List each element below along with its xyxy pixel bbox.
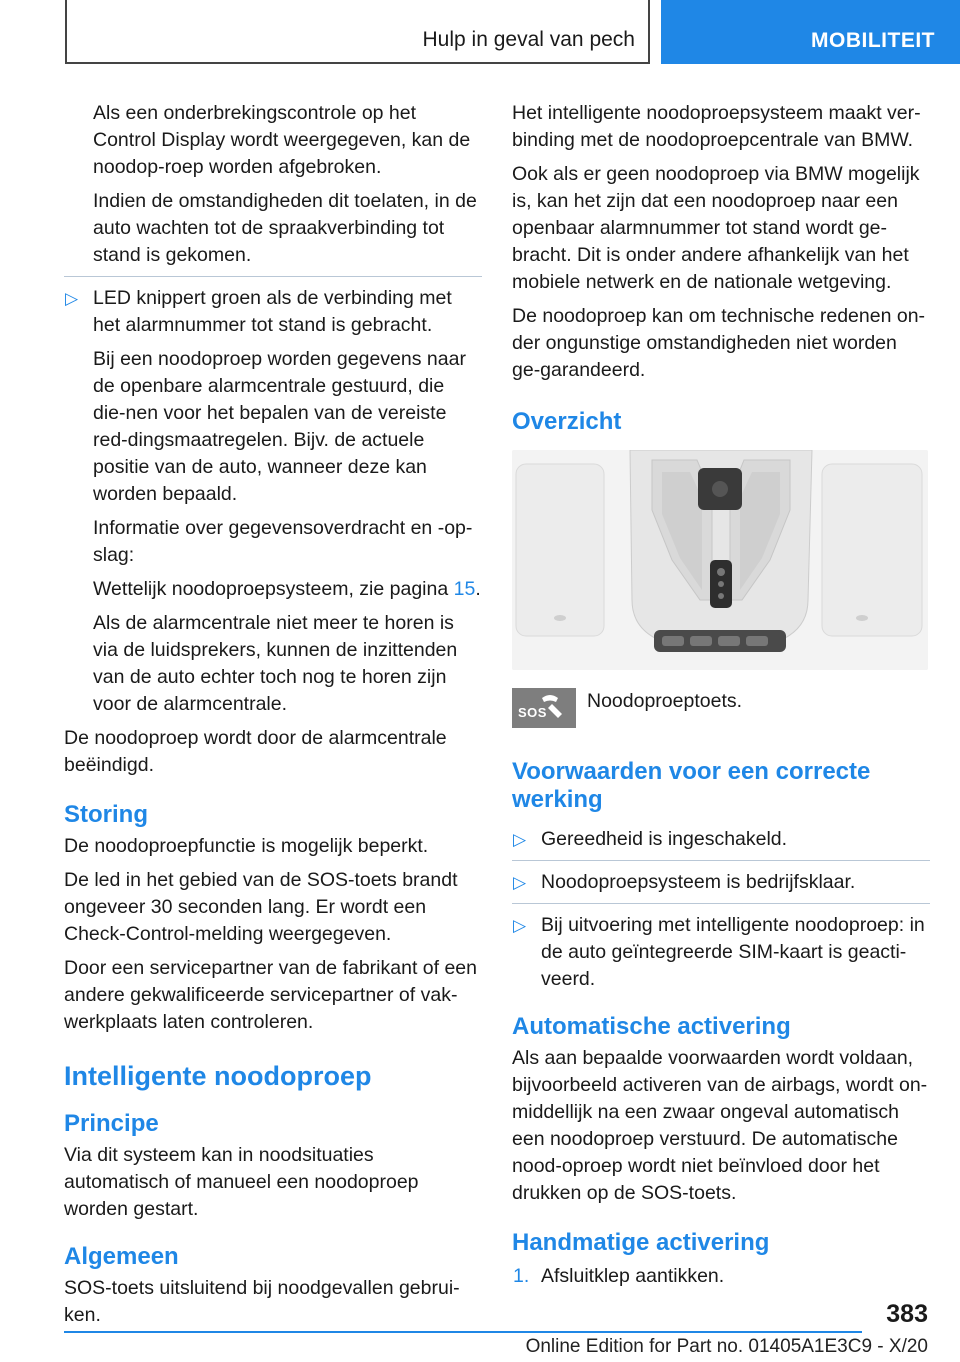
overhead-console-photo xyxy=(512,450,928,670)
list-item xyxy=(64,276,482,339)
heading-principe: Principe xyxy=(64,1110,159,1137)
bullet-triangle-icon: ▷ xyxy=(513,830,527,849)
left-column xyxy=(64,100,482,1336)
chapter-tab-label: MOBILITEIT xyxy=(811,29,935,52)
list-item-text: Noodoproepsysteem is bedrijfsklaar. xyxy=(541,871,856,893)
list-item xyxy=(512,860,930,896)
paragraph: Het intelligente noodoproepsysteem maakt ver-binding met de noodoproepcentrale van BMW. xyxy=(512,102,921,151)
heading-storing: Storing xyxy=(64,801,148,828)
sos-label: SOS xyxy=(518,705,547,720)
bullet-triangle-icon: ▷ xyxy=(65,289,79,308)
bullet-triangle-icon: ▷ xyxy=(513,873,527,892)
paragraph: Door een servicepartner van de fabrikant of een andere gekwalificeerde servicepartner of vak-werkplaats laten controleren. xyxy=(64,957,477,1033)
paragraph: Indien de omstandigheden dit toelaten, in de auto wachten tot de spraakverbinding tot stand is gekomen. xyxy=(93,190,477,266)
step-text: Afsluitklep aantikken. xyxy=(541,1265,725,1287)
paragraph: Als de alarmcentrale niet meer te horen is via de luidsprekers, kunnen de inzittenden van de auto echter toch nog te horen zijn voor de alarmcentrale. xyxy=(93,612,458,715)
heading-voorwaarden: Voorwaarden voor een correcte werking xyxy=(512,758,871,813)
edition-footer: Online Edition for Part no. 01405A1E3C9 - X/20 xyxy=(525,1336,928,1357)
list-item-text: Gereedheid is ingeschakeld. xyxy=(541,828,788,850)
legend-text: Noodoproeptoets. xyxy=(587,690,743,712)
paragraph: Ook als er geen noodoproep via BMW mogelijk is, kan het zijn dat een noodoproep naar een openbaar alarmnummer tot stand wordt ge-bracht. Dit is onder andere afhankelijk van het mobiele netwerk en de nationale wetgeving. xyxy=(512,163,920,293)
list-item xyxy=(512,903,930,993)
sos-phone-icon xyxy=(512,688,576,728)
right-column xyxy=(512,100,930,1297)
page-number: 383 xyxy=(886,1300,928,1328)
section-title: Hulp in geval van pech xyxy=(422,28,635,51)
overhead-console-illustration xyxy=(512,450,928,670)
heading-handmatige-activering: Handmatige activering xyxy=(512,1229,770,1256)
paragraph: Als aan bepaalde voorwaarden wordt voldaan, bijvoorbeeld activeren van de airbags, wordt on-middellijk na een zwaar ongeval automatisch een noodoproep verstuurd. De automatische nood-oproep wordt niet beïnvloed door het drukken op de SOS-toets. xyxy=(512,1047,928,1204)
step-number: 1. xyxy=(513,1265,530,1287)
paragraph: De noodoproepfunctie is mogelijk beperkt. xyxy=(64,835,429,857)
heading-automatische-activering: Automatische activering xyxy=(512,1013,791,1040)
heading-intelligente-noodoproep: Intelligente noodoproep xyxy=(64,1061,372,1091)
paragraph: De led in het gebied van de SOS-toets brandt ongeveer 30 seconden lang. Er wordt een Check-Control-melding weergegeven. xyxy=(64,869,458,945)
heading-algemeen: Algemeen xyxy=(64,1243,179,1270)
heading-overzicht: Overzicht xyxy=(512,408,622,435)
paragraph: Informatie over gegevensoverdracht en -op-slag: xyxy=(93,517,473,566)
paragraph: Via dit systeem kan in noodsituaties automatisch of manueel een noodoproep worden gestart. xyxy=(64,1144,419,1220)
list-item xyxy=(512,826,930,853)
paragraph: SOS-toets uitsluitend bij noodgevallen gebrui-ken. xyxy=(64,1277,460,1326)
bullet-triangle-icon: ▷ xyxy=(513,916,527,935)
paragraph: Bij een noodoproep worden gegevens naar de openbare alarmcentrale gestuurd, die die-nen voor het bepalen van de vereiste red-dingsmaatregelen. Bijv. de actuele positie van de auto, wanneer deze kan worden bepaald. xyxy=(93,348,466,505)
chapter-tab[interactable] xyxy=(661,0,960,64)
list-item-text: LED knippert groen als de verbinding met het alarmnummer tot stand is gebracht. xyxy=(93,287,452,336)
paragraph: De noodoproep wordt door de alarmcentrale beëindigd. xyxy=(64,727,447,776)
page-header xyxy=(0,0,960,66)
paragraph-text: Wettelijk noodoproepsysteem, zie pagina xyxy=(93,578,454,600)
list-item-text: Bij uitvoering met intelligente noodoproep: in de auto geïntegreerde SIM-kaart is geacti-veerd. xyxy=(541,914,925,990)
numbered-step xyxy=(512,1263,930,1290)
legend-row xyxy=(512,688,930,728)
paragraph: De noodoproep kan om technische redenen on-der ongunstige omstandigheden niet worden ge-garandeerd. xyxy=(512,305,926,381)
footer-divider xyxy=(64,1331,862,1333)
paragraph: Als een onderbrekingscontrole op het Control Display wordt weergegeven, kan de noodop-roep worden afgebroken. xyxy=(93,102,471,178)
paragraph-end: . xyxy=(475,578,481,600)
page-link[interactable]: 15 xyxy=(453,578,476,600)
paragraph xyxy=(64,576,482,603)
